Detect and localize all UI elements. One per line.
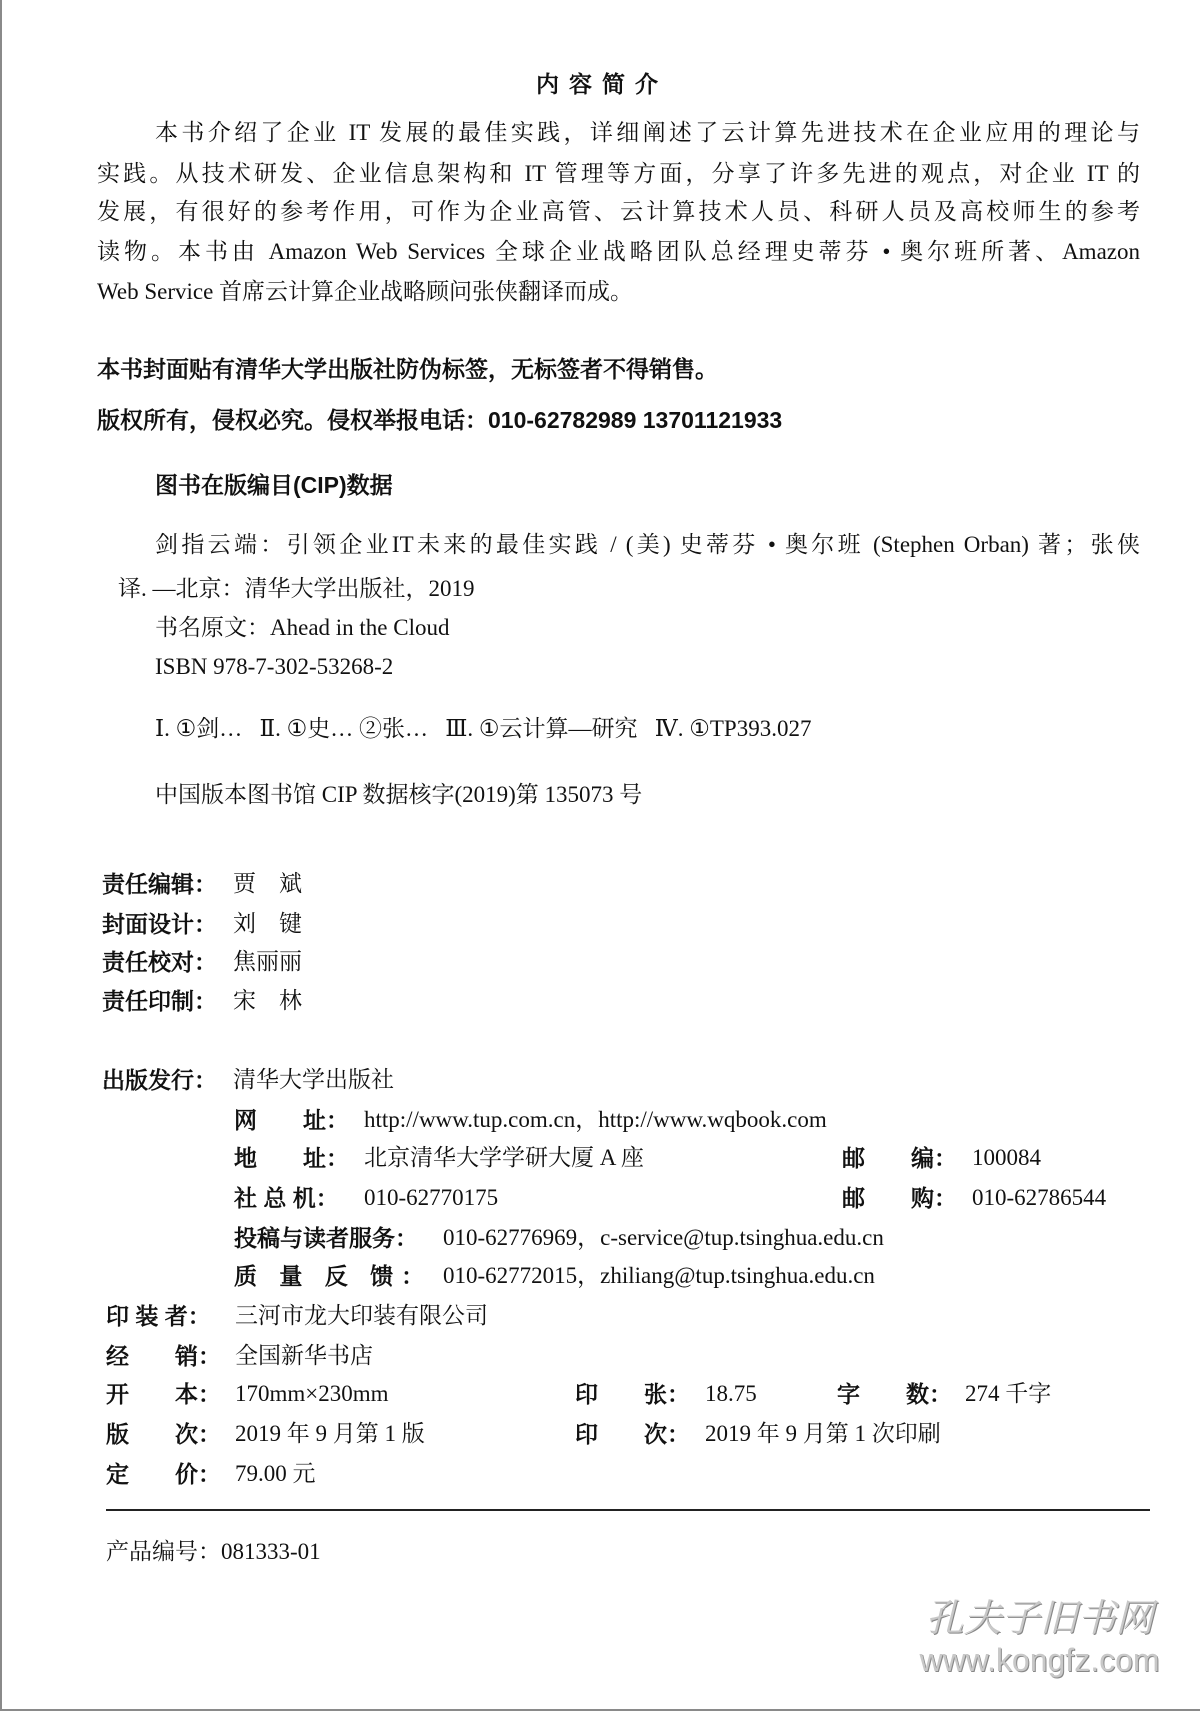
phone-label: 社 总 机：: [234, 1185, 339, 1211]
address-label: 地 址：: [234, 1145, 349, 1171]
zip-label: 邮 编：: [842, 1145, 957, 1171]
intro-line: 读物。本书由 Amazon Web Services 全球企业战略团队总经理史蒂芬 • 奥尔班所著、Amazon: [97, 239, 1140, 264]
sheets-value: 18.75: [705, 1381, 757, 1406]
website-label: 网 址：: [234, 1107, 349, 1133]
address-value: 北京清华大学学研大厦 A 座: [364, 1145, 644, 1170]
impression-value: 2019 年 9 月第 1 次印刷: [705, 1421, 941, 1446]
staff-label: 封面设计：: [102, 911, 217, 937]
watermark-name: 孔夫子旧书网: [925, 1596, 1154, 1640]
format-label: 开 本：: [106, 1381, 221, 1407]
distributor-value: 全国新华书店: [235, 1343, 373, 1368]
staff-label: 责任印制：: [102, 988, 217, 1014]
intro-line: Web Service 首席云计算企业战略顾问张侠翻译而成。: [97, 279, 634, 304]
format-value: 170mm×230mm: [235, 1381, 389, 1406]
cip-isbn: ISBN 978-7-302-53268-2: [155, 654, 394, 679]
sheets-label: 印 张：: [575, 1381, 690, 1407]
publisher-label: 出版发行：: [102, 1067, 217, 1093]
cip-original-title: 书名原文：Ahead in the Cloud: [155, 615, 450, 640]
cip-number: 中国版本图书馆 CIP 数据核字(2019)第 135073 号: [155, 782, 643, 807]
watermark-url: www.kongfz.com: [919, 1642, 1160, 1678]
divider: [106, 1509, 1150, 1511]
cip-entry-cont: 译. —北京：清华大学出版社，2019: [118, 576, 475, 601]
price-label: 定 价：: [106, 1461, 221, 1487]
staff-label: 责任编辑：: [102, 871, 217, 897]
impression-label: 印 次：: [575, 1421, 690, 1447]
feedback-value: 010-62772015，zhiliang@tup.tsinghua.edu.cn: [443, 1263, 875, 1288]
mail-order-value: 010-62786544: [972, 1185, 1107, 1210]
publisher-value: 清华大学出版社: [233, 1067, 394, 1092]
service-label: 投稿与读者服务：: [234, 1225, 418, 1251]
anti-counterfeit-notice: 本书封面贴有清华大学出版社防伪标签，无标签者不得销售。: [97, 356, 718, 382]
feedback-label: 质 量 反 馈：: [234, 1263, 433, 1289]
words-label: 字 数：: [837, 1381, 952, 1407]
printer-value: 三河市龙大印装有限公司: [235, 1303, 488, 1328]
staff-value: 宋 林: [233, 988, 302, 1013]
staff-label: 责任校对：: [102, 949, 217, 975]
copyright-notice: 版权所有，侵权必究。侵权举报电话：010-62782989 13701121933: [97, 407, 783, 433]
staff-value: 焦丽丽: [233, 949, 302, 974]
intro-line: 本书介绍了企业 IT 发展的最佳实践，详细阐述了云计算先进技术在企业应用的理论与: [155, 120, 1140, 145]
cip-heading: 图书在版编目(CIP)数据: [155, 472, 393, 498]
phone-value: 010-62770175: [364, 1185, 499, 1210]
product-code: 产品编号：081333-01: [106, 1539, 321, 1564]
cip-classification: Ⅰ. ①剑… Ⅱ. ①史… ②张… Ⅲ. ①云计算—研究 Ⅳ. ①TP393.027: [155, 716, 812, 741]
edition-label: 版 次：: [106, 1421, 221, 1447]
intro-line: 发展，有很好的参考作用，可作为企业高管、云计算技术人员、科研人员及高校师生的参考: [97, 199, 1140, 224]
edition-value: 2019 年 9 月第 1 版: [235, 1421, 425, 1446]
zip-value: 100084: [972, 1145, 1041, 1170]
intro-line: 实践。从技术研发、企业信息架构和 IT 管理等方面，分享了许多先进的观点，对企业 IT 的: [97, 161, 1140, 186]
distributor-label: 经 销：: [106, 1343, 221, 1369]
service-value: 010-62776969，c-service@tup.tsinghua.edu.cn: [443, 1225, 884, 1250]
words-value: 274 千字: [965, 1381, 1052, 1406]
price-value: 79.00 元: [235, 1461, 316, 1486]
website-value: http://www.tup.com.cn，http://www.wqbook.com: [364, 1107, 827, 1132]
printer-label: 印 装 者：: [106, 1303, 211, 1329]
staff-value: 刘 键: [233, 911, 302, 936]
staff-value: 贾 斌: [233, 871, 302, 896]
cip-entry: 剑指云端：引领企业IT未来的最佳实践 / (美) 史蒂芬 • 奥尔班 (Stephen Orban) 著；张侠: [155, 532, 1140, 557]
mail-order-label: 邮 购：: [842, 1185, 957, 1211]
intro-title: 内容简介: [536, 71, 668, 97]
watermark-logo: [907, 1595, 1172, 1679]
